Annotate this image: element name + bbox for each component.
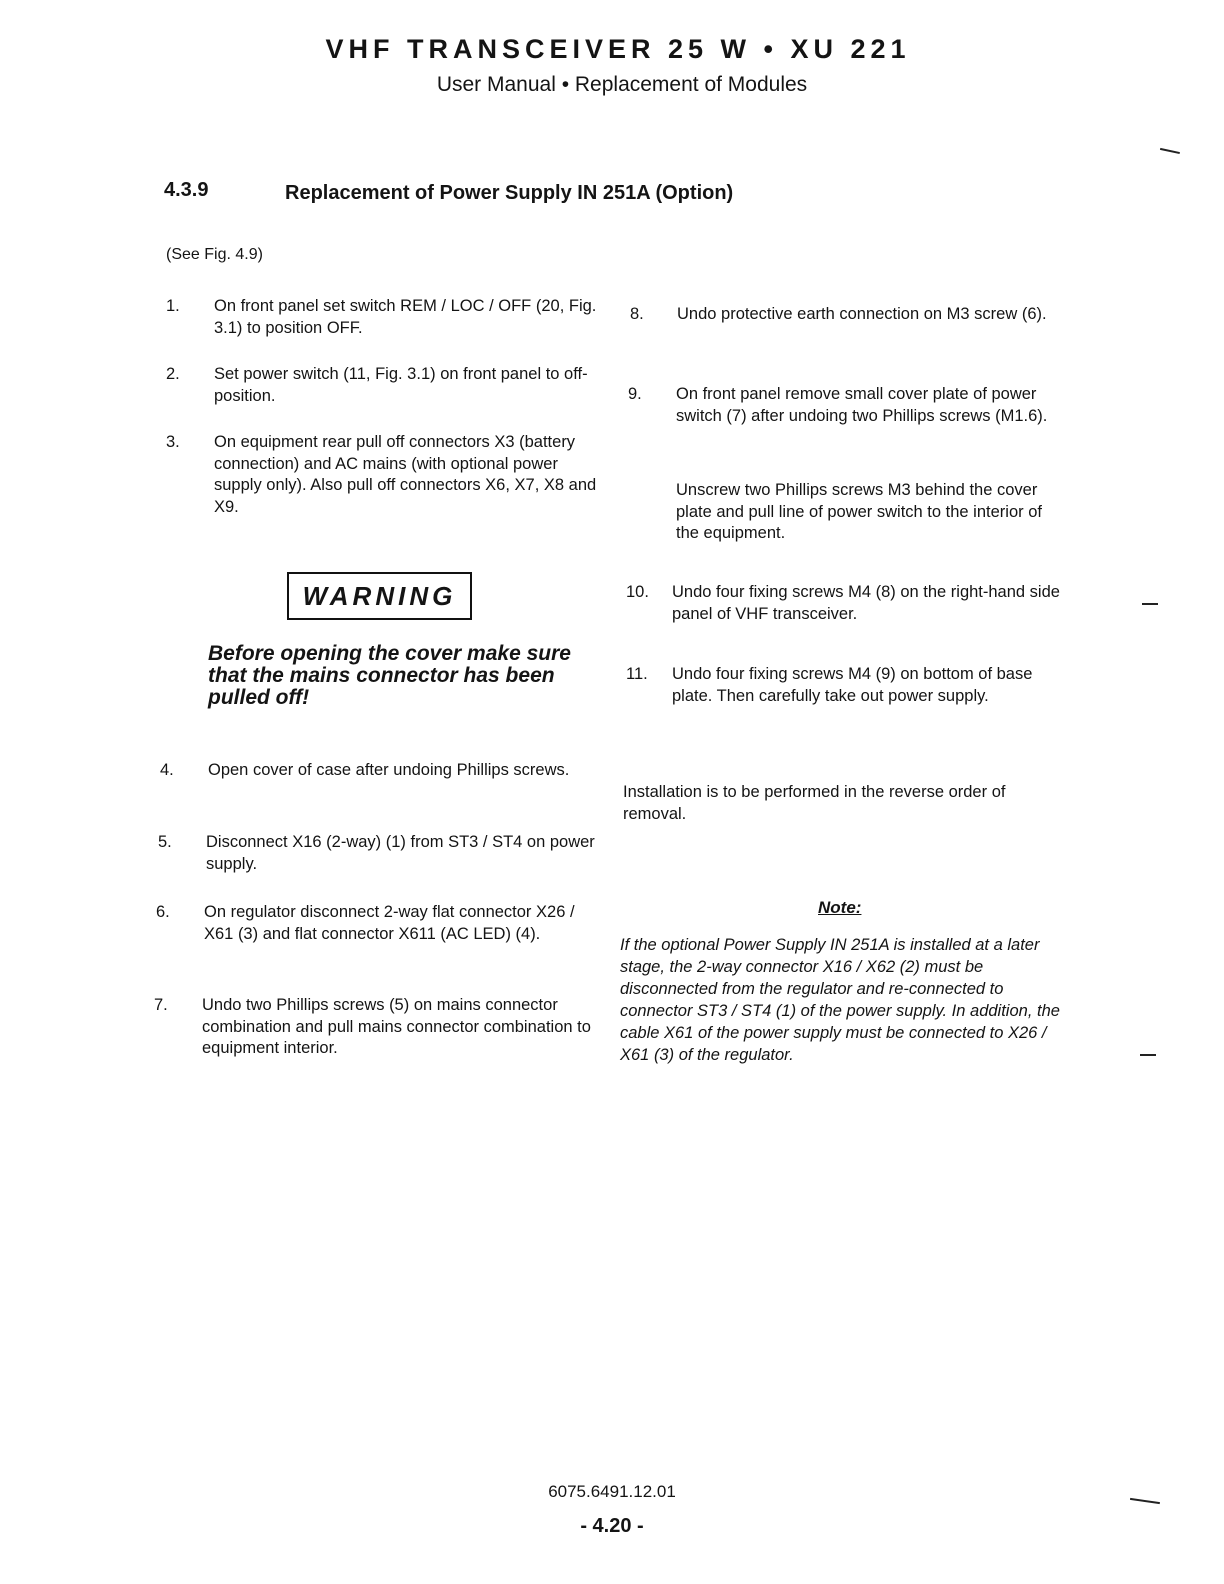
note-text: If the optional Power Supply IN 251A is installed at a later stage, the 2-way connector X16 / X62 (2) must be disconnected from the regulator and re-connected to connector ST3 / ST4 (1) of the power supply. In addition, the cable X61 of the power supply must be connected to X26 / X61 (3) of the regulator.	[620, 936, 1060, 1064]
step-text: On regulator disconnect 2-way flat connector X26 / X61 (3) and flat connector X611 (AC LED) (4).	[204, 903, 575, 943]
step-9-continued: Unscrew two Phillips screws M3 behind the cover plate and pull line of power switch to the interior of the equipment.	[676, 481, 1042, 542]
step-text: On equipment rear pull off connectors X3 (battery connection) and AC mains (with optional power supply only). Also pull off connectors X6, X7, X8 and X9.	[214, 433, 597, 516]
step-text: Undo protective earth connection on M3 screw (6).	[677, 305, 1047, 323]
step-number: 2.	[166, 365, 180, 383]
step-number: 7.	[154, 996, 168, 1014]
step-text: Set power switch (11, Fig. 3.1) on front panel to off-position.	[214, 365, 588, 405]
step-text: Open cover of case after undoing Phillips screws.	[208, 761, 570, 779]
page-number: - 4.20 -	[580, 1515, 644, 1537]
figure-reference: (See Fig. 4.9)	[166, 246, 263, 263]
section-title: Replacement of Power Supply IN 251A (Option)	[285, 182, 734, 204]
step-text: Undo four fixing screws M4 (8) on the right-hand side panel of VHF transceiver.	[672, 583, 1060, 623]
warning-label: WARNING	[287, 572, 472, 620]
step-number: 11.	[626, 665, 648, 683]
step-text: On front panel remove small cover plate of power switch (7) after undoing two Phillips screws (M1.6).	[676, 385, 1048, 425]
margin-mark	[1140, 1054, 1156, 1056]
step-text: Disconnect X16 (2-way) (1) from ST3 / ST4 on power supply.	[206, 833, 595, 873]
step-text: Undo four fixing screws M4 (9) on bottom of base plate. Then carefully take out power supply.	[672, 665, 1033, 705]
document-title: VHF TRANSCEIVER 25 W • XU 221	[325, 34, 911, 64]
document-subtitle: User Manual • Replacement of Modules	[436, 73, 808, 96]
step-number: 3.	[166, 433, 180, 451]
warning-text: Before opening the cover make sure that the mains connector has been pulled off!	[208, 642, 571, 709]
step-text: Undo two Phillips screws (5) on mains connector combination and pull mains connector combination to equipment interior.	[202, 996, 591, 1057]
step-number: 5.	[158, 833, 172, 851]
section-number: 4.3.9	[164, 179, 209, 201]
note-heading: Note:	[818, 898, 862, 917]
step-number: 6.	[156, 903, 170, 921]
step-number: 9.	[628, 385, 642, 403]
step-number: 10.	[626, 583, 649, 601]
margin-mark	[1142, 603, 1158, 605]
step-text: On front panel set switch REM / LOC / OFF (20, Fig. 3.1) to position OFF.	[214, 297, 597, 337]
document-number: 6075.6491.12.01	[548, 1482, 676, 1501]
step-number: 8.	[630, 305, 644, 323]
step-number: 4.	[160, 761, 174, 779]
installation-text: Installation is to be performed in the reverse order of removal.	[623, 783, 1006, 823]
step-number: 1.	[166, 297, 180, 315]
margin-mark	[1160, 148, 1180, 154]
